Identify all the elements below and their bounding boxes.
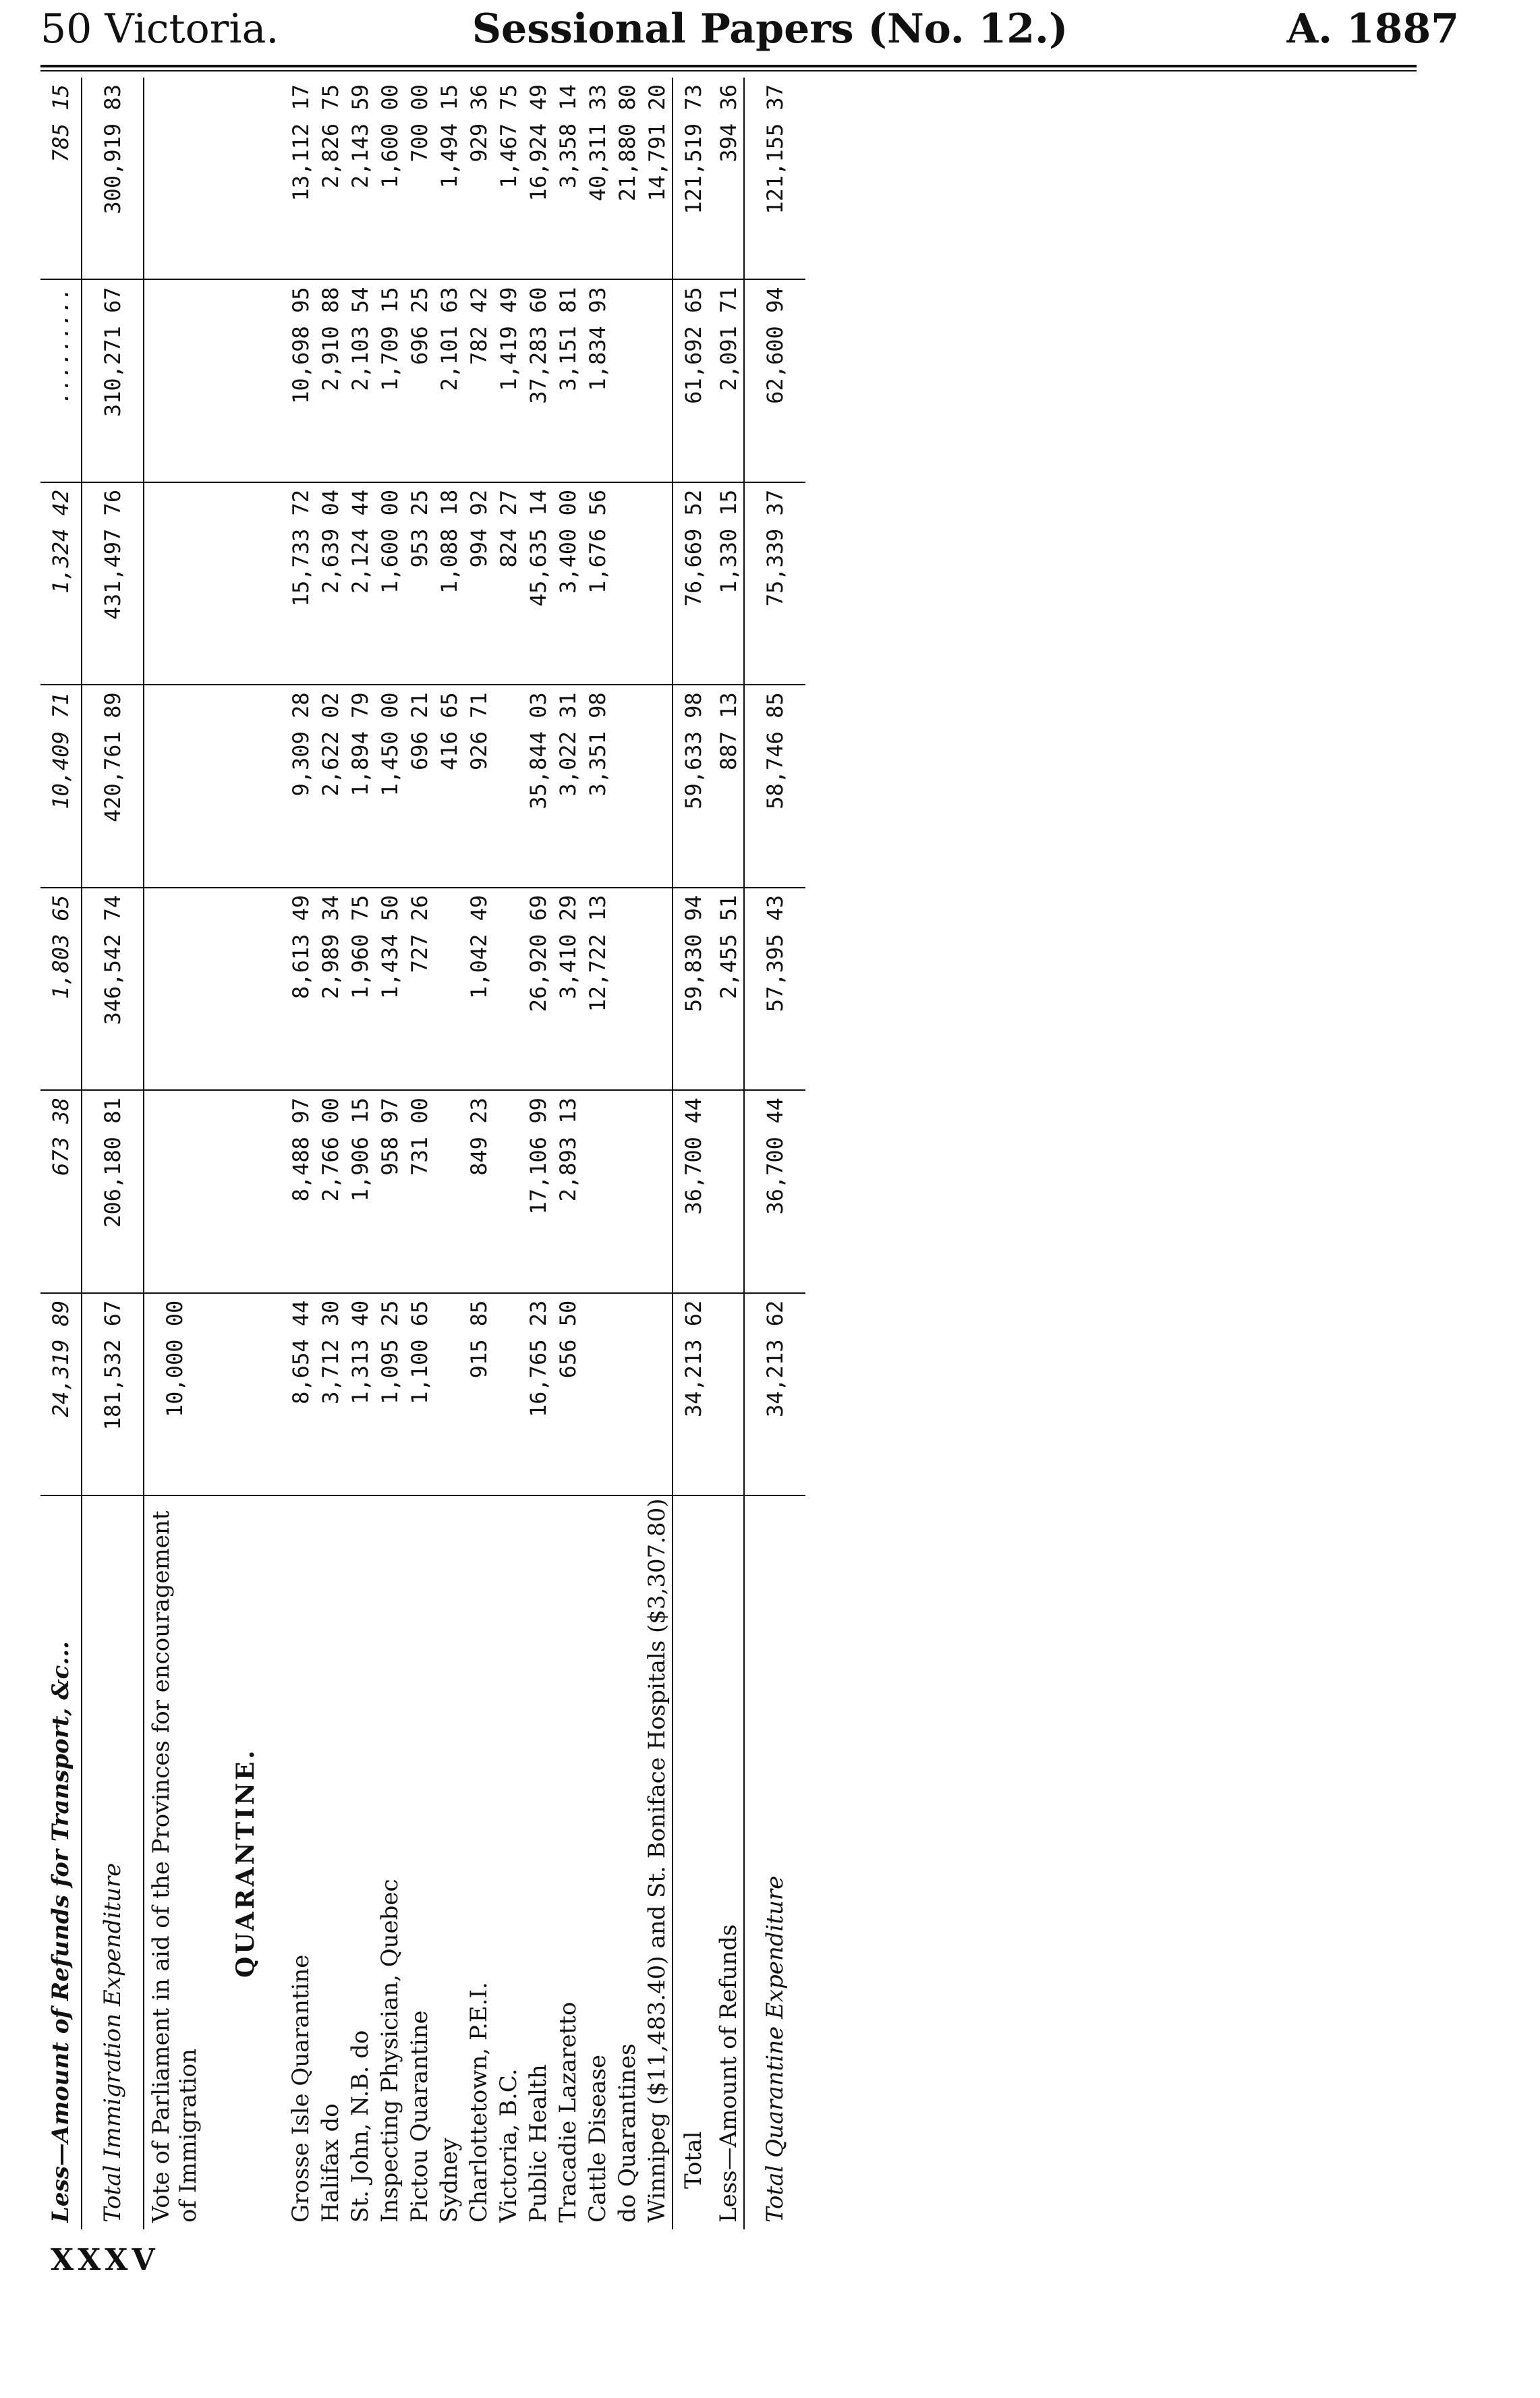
cell: 58,746 85	[744, 685, 805, 887]
cell: 2,766 00	[316, 1090, 345, 1292]
cell: 62,600 94	[744, 279, 805, 482]
row-label: Less—Amount of Refunds	[715, 1924, 742, 2223]
cell: 696 21	[405, 685, 434, 887]
table-row	[40, 78, 82, 2229]
cell: 76,669 52	[673, 482, 714, 685]
cell: 10,409 71	[40, 685, 82, 887]
cell: 206,180 81	[82, 1090, 144, 1292]
cell: 2,455 51	[714, 888, 744, 1090]
cell: 824 27	[494, 482, 523, 685]
table-row	[464, 78, 494, 2229]
row-label: Grosse Isle Quarantine	[287, 1954, 314, 2223]
cell	[642, 685, 673, 887]
cell	[714, 1090, 744, 1292]
cell	[642, 279, 673, 482]
table-row	[583, 78, 612, 2229]
table-row	[144, 78, 205, 2229]
cell	[144, 78, 205, 279]
cell: 181,532 67	[82, 1293, 144, 1495]
cell: 121,155 37	[744, 78, 805, 279]
cell: 887 13	[714, 685, 744, 887]
header-rule-thin	[40, 70, 1417, 72]
cell: 673 38	[40, 1090, 82, 1292]
cell: 45,635 14	[523, 482, 553, 685]
table-row	[345, 78, 375, 2229]
cell	[612, 1293, 642, 1495]
table-row	[286, 78, 316, 2229]
cell: 16,765 23	[523, 1293, 553, 1495]
cell: 2,989 34	[316, 888, 345, 1090]
table-body	[40, 78, 805, 2229]
cell	[642, 888, 673, 1090]
cell: 1,450 00	[375, 685, 405, 887]
cell: 13,112 17	[286, 78, 316, 279]
cell: 1,834 93	[583, 279, 612, 482]
cell: 310,271 67	[82, 279, 144, 482]
cell: 1,803 65	[40, 888, 82, 1090]
row-label: Total Quarantine Expenditure	[744, 1495, 805, 2229]
cell: 21,880 80	[612, 78, 642, 279]
cell	[494, 888, 523, 1090]
cell: 1,419 49	[494, 279, 523, 482]
cell: 1,313 40	[345, 1293, 375, 1495]
cell: 26,920 69	[523, 888, 553, 1090]
cell: 3,151 81	[553, 279, 583, 482]
row-label: Inspecting Physician, Quebec	[376, 1879, 403, 2223]
section-title: QUARANTINE.	[231, 1748, 260, 1978]
row-label: Sydney	[436, 2138, 463, 2223]
cell: 15,733 72	[286, 482, 316, 685]
cell: 24,319 89	[40, 1293, 82, 1495]
cell: 915 85	[464, 1293, 494, 1495]
row-label: Total Immigration Expenditure	[82, 1495, 144, 2229]
header-title: Sessional Papers (No. 12.)	[472, 5, 1068, 53]
cell: 2,143 59	[345, 78, 375, 279]
cell: 16,924 49	[523, 78, 553, 279]
cell: 346,542 74	[82, 888, 144, 1090]
cell: 14,791 20	[642, 78, 673, 279]
cell: 3,400 00	[553, 482, 583, 685]
cell	[583, 1293, 612, 1495]
header-session: 50 Victoria.	[40, 5, 279, 53]
cell	[642, 482, 673, 685]
cell	[494, 1293, 523, 1495]
cell: 61,692 65	[673, 279, 714, 482]
cell: 1,600 00	[375, 482, 405, 685]
expenditure-table	[40, 78, 805, 2229]
row-label: Less—Amount of Refunds for Transport, &c...	[47, 1640, 74, 2223]
cell: 394 36	[714, 78, 744, 279]
cell	[714, 1293, 744, 1495]
cell: 37,283 60	[523, 279, 553, 482]
header-year: A. 1887	[1286, 5, 1459, 53]
cell: 9,309 28	[286, 685, 316, 887]
cell: 2,910 88	[316, 279, 345, 482]
cell	[434, 1090, 464, 1292]
cell: 1,600 00	[375, 78, 405, 279]
cell: .........	[40, 279, 82, 482]
cell: 420,761 89	[82, 685, 144, 887]
cell	[583, 1090, 612, 1292]
cell: 1,494 15	[434, 78, 464, 279]
cell: 431,497 76	[82, 482, 144, 685]
cell: 3,351 98	[583, 685, 612, 887]
table-row	[316, 78, 345, 2229]
cell: 2,639 04	[316, 482, 345, 685]
table-row	[612, 78, 642, 2229]
cell	[612, 888, 642, 1090]
cell: 3,410 29	[553, 888, 583, 1090]
cell	[144, 888, 205, 1090]
cell: 36,700 44	[744, 1090, 805, 1292]
cell: 3,022 31	[553, 685, 583, 887]
cell: 696 25	[405, 279, 434, 482]
row-label: Charlottetown, P.E.I.	[465, 1982, 492, 2223]
cell: 35,844 03	[523, 685, 553, 887]
cell: 8,613 49	[286, 888, 316, 1090]
section-row	[205, 78, 286, 2229]
cell: 1,042 49	[464, 888, 494, 1090]
cell	[612, 1090, 642, 1292]
row-label: Winnipeg ($11,483.40) and St. Boniface Hospitals ($3,307.80)	[644, 1498, 671, 2223]
cell: 2,103 54	[345, 279, 375, 482]
cell: 1,709 15	[375, 279, 405, 482]
cell: 2,826 75	[316, 78, 345, 279]
table-row	[553, 78, 583, 2229]
cell: 12,722 13	[583, 888, 612, 1090]
table-row	[405, 78, 434, 2229]
table-row	[82, 78, 144, 2229]
cell	[434, 1293, 464, 1495]
cell: 1,324 42	[40, 482, 82, 685]
cell: 2,091 71	[714, 279, 744, 482]
cell: 1,095 25	[375, 1293, 405, 1495]
row-label: Pictou Quarantine	[406, 2010, 433, 2223]
cell: 3,712 30	[316, 1293, 345, 1495]
cell	[144, 482, 205, 685]
cell: 1,100 65	[405, 1293, 434, 1495]
cell: 953 25	[405, 482, 434, 685]
cell	[642, 1293, 673, 1495]
table-row	[673, 78, 714, 2229]
cell: 17,106 99	[523, 1090, 553, 1292]
cell: 36,700 44	[673, 1090, 714, 1292]
page-folio: XXXV	[51, 2243, 159, 2277]
row-label: St. John, N.B. do	[347, 2030, 374, 2223]
cell: 2,124 44	[345, 482, 375, 685]
cell: 727 26	[405, 888, 434, 1090]
cell: 416 65	[434, 685, 464, 887]
cell: 1,676 56	[583, 482, 612, 685]
cell: 2,622 02	[316, 685, 345, 887]
cell: 2,893 13	[553, 1090, 583, 1292]
cell	[494, 685, 523, 887]
cell: 34,213 62	[673, 1293, 714, 1495]
cell: 1,088 18	[434, 482, 464, 685]
table-row	[494, 78, 523, 2229]
cell	[612, 279, 642, 482]
row-label: Halifax do	[317, 2103, 344, 2223]
cell	[144, 279, 205, 482]
cell	[612, 685, 642, 887]
table-row	[714, 78, 744, 2229]
table-row	[434, 78, 464, 2229]
row-label: Total	[673, 1495, 714, 2229]
row-label: Cattle Disease	[584, 2055, 611, 2223]
row-label: Victoria, B.C.	[495, 2068, 522, 2223]
rotated-table-container	[40, 78, 877, 2229]
header-rule	[40, 65, 1417, 67]
cell: 1,434 50	[375, 888, 405, 1090]
cell: 1,467 75	[494, 78, 523, 279]
table-row	[523, 78, 553, 2229]
cell	[434, 888, 464, 1090]
cell: 57,395 43	[744, 888, 805, 1090]
cell: 34,213 62	[744, 1293, 805, 1495]
cell: 10,000 00	[144, 1293, 205, 1495]
table-row	[642, 78, 673, 2229]
cell	[144, 1090, 205, 1292]
cell	[642, 1090, 673, 1292]
cell: 1,906 15	[345, 1090, 375, 1292]
cell: 121,519 73	[673, 78, 714, 279]
cell: 958 97	[375, 1090, 405, 1292]
row-label: Vote of Parliament in aid of the Provinces for encouragement of Immigration	[144, 1495, 205, 2229]
cell: 59,633 98	[673, 685, 714, 887]
cell: 849 23	[464, 1090, 494, 1292]
cell: 2,101 63	[434, 279, 464, 482]
cell: 994 92	[464, 482, 494, 685]
cell: 75,339 37	[744, 482, 805, 685]
table-row	[375, 78, 405, 2229]
cell: 700 00	[405, 78, 434, 279]
cell: 782 42	[464, 279, 494, 482]
cell: 929 36	[464, 78, 494, 279]
row-label: Public Health	[525, 2064, 552, 2223]
table-row	[744, 78, 805, 2229]
cell: 3,358 14	[553, 78, 583, 279]
cell: 300,919 83	[82, 78, 144, 279]
cell: 40,311 33	[583, 78, 612, 279]
row-label: Tracadie Lazaretto	[554, 2001, 581, 2223]
cell: 1,960 75	[345, 888, 375, 1090]
cell: 1,330 15	[714, 482, 744, 685]
cell: 8,654 44	[286, 1293, 316, 1495]
cell: 785 15	[40, 78, 82, 279]
cell: 59,830 94	[673, 888, 714, 1090]
cell: 731 00	[405, 1090, 434, 1292]
cell	[144, 685, 205, 887]
cell	[612, 482, 642, 685]
cell: 656 50	[553, 1293, 583, 1495]
cell: 926 71	[464, 685, 494, 887]
cell: 1,894 79	[345, 685, 375, 887]
row-label: do Quarantines	[614, 2043, 641, 2223]
cell	[494, 1090, 523, 1292]
cell: 8,488 97	[286, 1090, 316, 1292]
cell: 10,698 95	[286, 279, 316, 482]
